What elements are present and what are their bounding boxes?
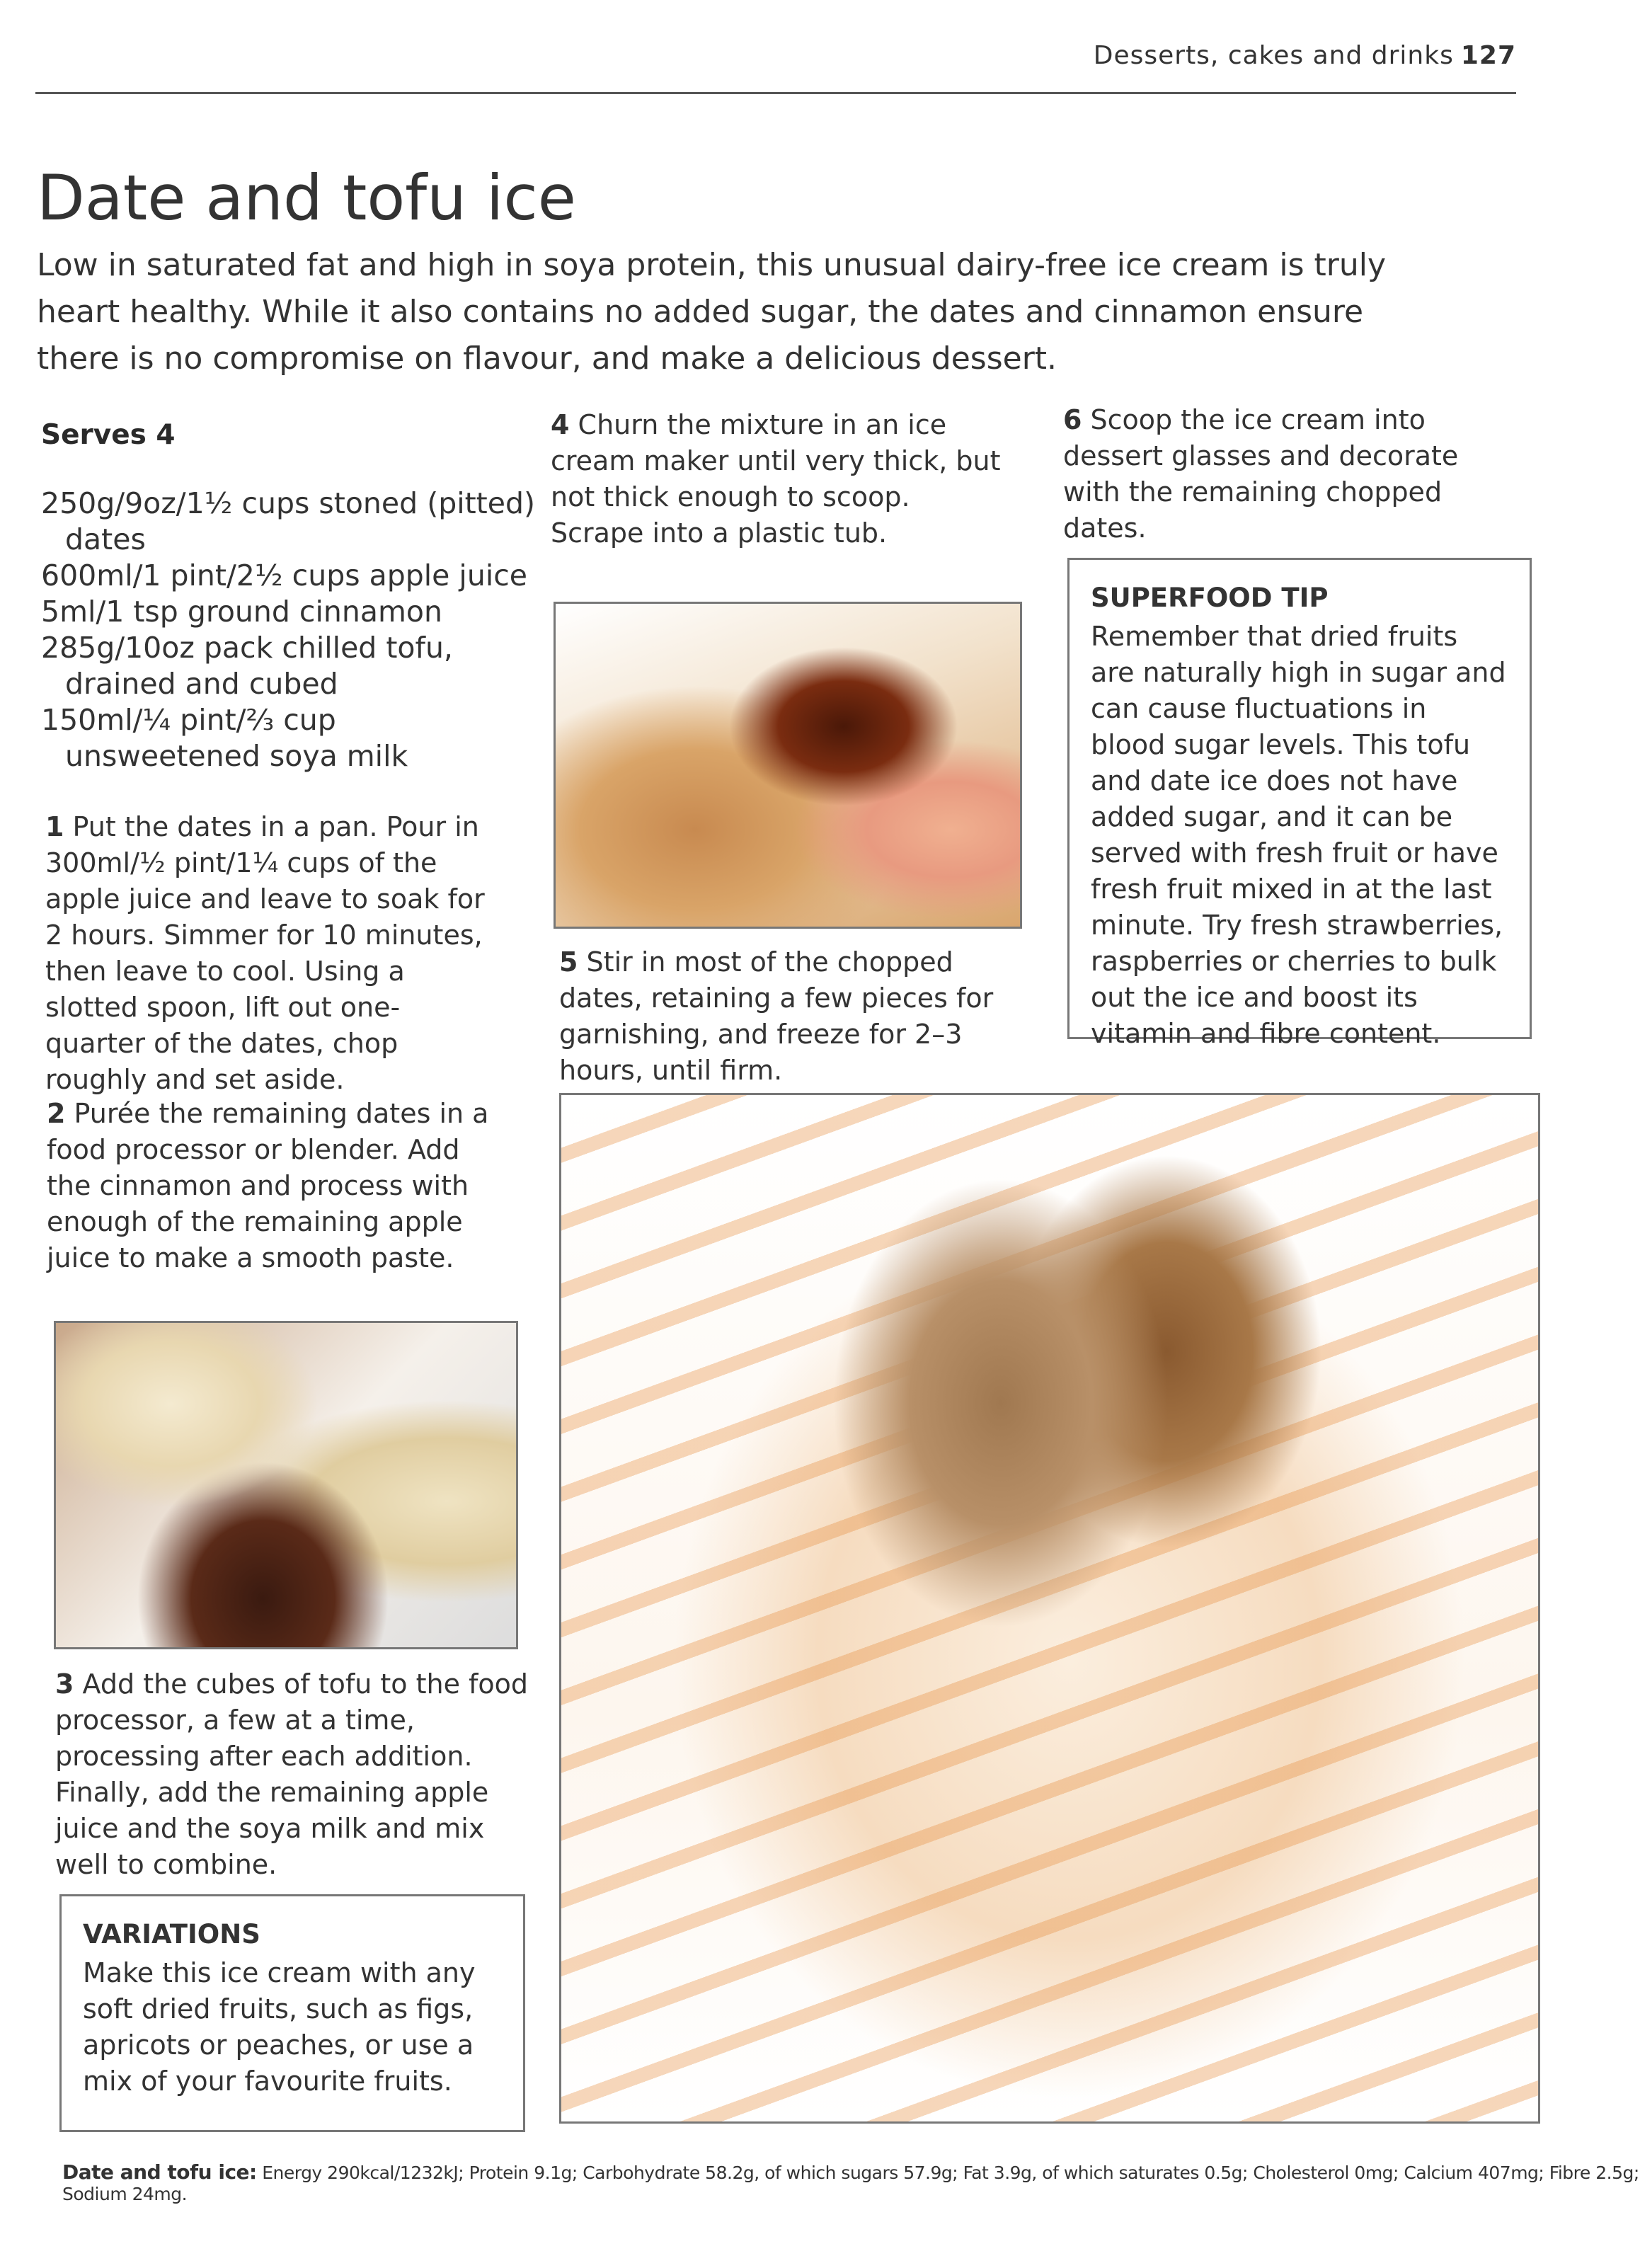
- ingredient: 5ml/1 tsp ground cinnamon: [41, 595, 442, 629]
- step-1: [45, 809, 498, 1098]
- ingredient: 600ml/1 pint/2½ cups apple juice: [41, 559, 527, 592]
- chopped-dates-photo: [554, 602, 1022, 929]
- recipe-title: Date and tofu ice: [37, 161, 576, 234]
- recipe-intro: Low in saturated fat and high in soya protein, this unusual dairy-free ice cream is truly heart healthy. While it also contains no added sugar, the dates and cinnamon ensure there is no compromise on flavour, and make a delicious dessert.: [37, 247, 1387, 377]
- ingredient: 285g/10oz pack chilled tofu, drained and cubed: [41, 631, 453, 701]
- step-text: Add the cubes of tofu to the food processor, a few at a time, processing after each addition. Finally, add the remaining apple juice and the soya milk and mix well to combine.: [55, 1668, 529, 1880]
- ingredient: 150ml/¼ pint/⅔ cup unsweetened soya milk: [41, 703, 408, 773]
- step-text: Scoop the ice cream into dessert glasses and decorate with the remaining chopped dates.: [1063, 404, 1459, 544]
- ingredient: 250g/9oz/1½ cups stoned (pitted) dates: [41, 486, 536, 556]
- step-number: 5: [559, 946, 578, 978]
- step-number: 6: [1063, 404, 1082, 435]
- variations-text: Make this ice cream with any soft dried fruits, such as figs, apricots or peaches, or use a mix of your favourite fruits.: [83, 1957, 476, 2097]
- superfood-text: Remember that dried fruits are naturally high in sugar and can cause fluctuations in blood sugar levels. This tofu and date ice does not have added sugar, and it can be served with fresh fruit or have fresh fruit mixed in at the last minute. Try fresh strawberries, raspberries or cherries to bulk out the ice and boost its vitamin and fibre content.: [1091, 621, 1506, 1049]
- step-number: 2: [47, 1098, 66, 1129]
- step-4: [551, 407, 1004, 551]
- superfood-heading: SUPERFOOD TIP: [1091, 583, 1329, 613]
- tofu-processor-photo: [54, 1321, 518, 1649]
- step-text: Stir in most of the chopped dates, retaining a few pieces for garnishing, and freeze for 2–3 hours, until firm.: [559, 946, 994, 1086]
- step-text: Churn the mixture in an ice cream maker until very thick, but not thick enough to scoop. Scrape into a plastic tub.: [551, 409, 1001, 549]
- step-number: 3: [55, 1668, 74, 1700]
- step-3: [55, 1666, 537, 1883]
- step-5: [559, 944, 1026, 1089]
- running-header: [1094, 41, 1516, 70]
- superfood-tip-box: [1067, 558, 1532, 1049]
- nutrition-text: Energy 290kcal/1232kJ; Protein 9.1g; Carbohydrate 58.2g, of which sugars 57.9g; Fat 3.9g, of which saturates 0.5g; Cholesterol 0mg; Calcium 407mg; Fibre 2.5g; Sodium 24mg.: [62, 2163, 1639, 2204]
- step-2: [47, 1096, 507, 1276]
- serves: Serves 4: [41, 419, 176, 451]
- step-text: Purée the remaining dates in a food processor or blender. Add the cinnamon and process with enough of the remaining apple juice to make a smooth paste.: [47, 1098, 489, 1273]
- ingredient-list: [41, 486, 537, 774]
- page-number: 127: [1460, 41, 1516, 70]
- step-text: Put the dates in a pan. Pour in 300ml/½ pint/1¼ cups of the apple juice and leave to soak for 2 hours. Simmer for 10 minutes, then leave to cool. Using a slotted spoon, lift out one-quarter of the dates, chop roughly and set aside.: [45, 811, 485, 1095]
- date-tofu-ice-photo: [559, 1093, 1540, 2124]
- variations-heading: VARIATIONS: [83, 1919, 260, 1949]
- step-number: 4: [551, 409, 570, 440]
- header-rule: [35, 92, 1516, 94]
- step-number: 1: [45, 811, 64, 842]
- nutrition-label: Date and tofu ice:: [62, 2160, 257, 2184]
- nutrition-info: [62, 2160, 1640, 2204]
- step-6: [1063, 402, 1516, 546]
- section-name: Desserts, cakes and drinks: [1093, 41, 1454, 70]
- variations-box: [59, 1894, 525, 2132]
